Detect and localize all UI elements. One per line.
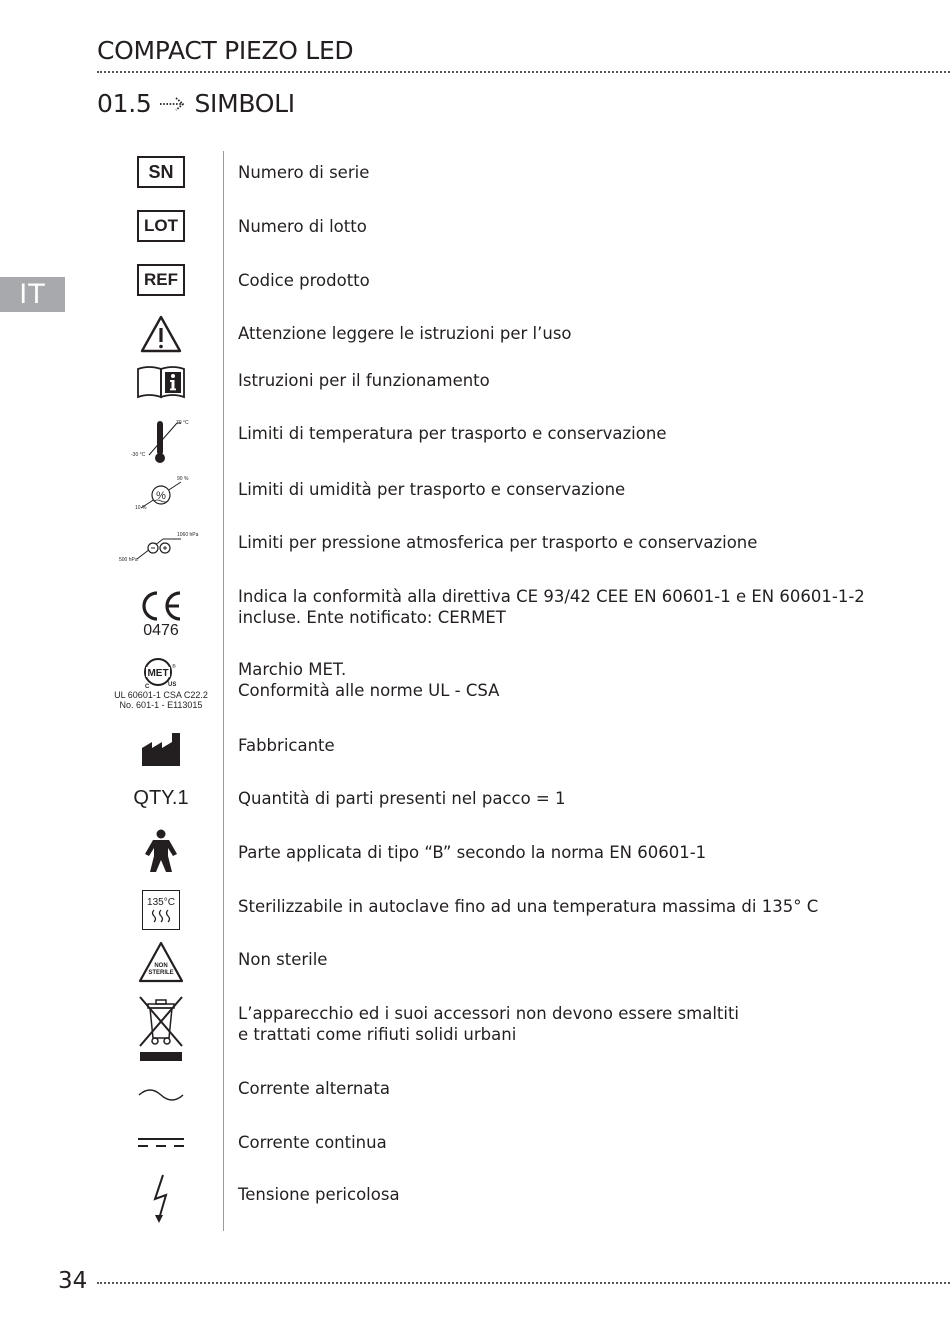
autoclave-temperature-label: 135°C (147, 896, 175, 908)
description-line: Corrente continua (238, 1133, 387, 1152)
description-line: Quantità di parti presenti nel pacco = 1 (238, 789, 566, 808)
description-line: incluse. Ente notificato: CERMET (238, 608, 506, 627)
manufacturer-icon (100, 728, 222, 770)
symbol-row (0, 206, 950, 246)
svg-text:MET: MET (147, 668, 169, 679)
svg-text:US: US (168, 682, 177, 688)
symbol-row (0, 260, 950, 300)
steam-waves-icon (149, 908, 173, 924)
reference-code-glyph: REF (137, 264, 185, 296)
symbol-description (238, 586, 865, 628)
symbol-description (238, 1132, 387, 1153)
notified-body-number: 0476 (143, 621, 179, 639)
humidity-limit-icon (100, 472, 222, 516)
symbol-row (0, 940, 950, 984)
description-line: Istruzioni per il funzionamento (238, 371, 490, 390)
quantity-glyph: QTY.1 (133, 786, 189, 809)
description-line: Non sterile (238, 950, 328, 969)
symbol-description (238, 370, 490, 391)
document-title: COMPACT PIEZO LED (97, 36, 354, 65)
symbol-row (0, 1080, 950, 1110)
symbol-description (238, 788, 566, 809)
pressure-low-label: 500 hPa (119, 557, 138, 563)
symbol-description (238, 1003, 739, 1045)
symbol-row (0, 472, 950, 516)
symbol-row (0, 527, 950, 571)
temperature-high-label: 70 °C (176, 420, 189, 426)
description-line: Numero di lotto (238, 217, 367, 236)
lot-number-glyph: LOT (137, 210, 185, 242)
footer-dotted-rule (97, 1282, 950, 1284)
non-sterile-label: STERILE (148, 970, 174, 976)
dangerous-voltage-icon (100, 1172, 222, 1226)
autoclave-icon (100, 888, 222, 932)
dotted-arrow-icon (159, 96, 187, 112)
description-line: Conformità alle norme UL - CSA (238, 681, 500, 700)
svg-text:C: C (145, 684, 150, 690)
description-line: Tensione pericolosa (238, 1185, 400, 1204)
symbol-row (0, 888, 950, 932)
section-title: SIMBOLI (194, 89, 295, 118)
temperature-limit-icon (100, 415, 222, 467)
symbol-description (238, 949, 327, 970)
section-heading (97, 89, 295, 118)
symbol-description (238, 216, 367, 237)
non-sterile-icon (100, 940, 222, 984)
symbol-description (238, 842, 706, 863)
symbol-description (238, 162, 369, 183)
description-line: e trattati come rifiuti solidi urbani (238, 1025, 517, 1044)
description-line: Codice prodotto (238, 271, 370, 290)
header-dotted-rule (97, 71, 950, 73)
description-line: Marchio MET. (238, 660, 347, 679)
met-mark-icon (100, 654, 222, 712)
symbol-description (238, 735, 335, 756)
serial-number-glyph: SN (137, 156, 185, 188)
warning-triangle-icon (100, 312, 222, 356)
svg-text:®: ® (172, 664, 176, 670)
symbol-description (238, 423, 666, 444)
symbol-row (0, 654, 950, 712)
symbol-description (238, 323, 572, 344)
description-line: L’apparecchio ed i suoi accessori non devono essere smaltiti (238, 1004, 740, 1023)
temperature-low-label: -30 °C (131, 452, 146, 458)
page-number: 34 (58, 1268, 88, 1294)
symbol-row (0, 586, 950, 642)
description-line: Corrente alternata (238, 1079, 390, 1098)
symbol-description (238, 896, 818, 917)
non-sterile-label: NON (154, 963, 168, 969)
description-line: Indica la conformità alla direttiva CE 93/42 CEE EN 60601-1 e EN 60601-1-2 (238, 587, 865, 606)
description-line: Attenzione leggere le istruzioni per l’uso (238, 324, 572, 343)
svg-text:%: % (156, 490, 166, 502)
symbol-row (0, 1130, 950, 1154)
symbol-row (0, 782, 950, 814)
symbol-row (0, 1172, 950, 1226)
symbol-description (238, 270, 370, 291)
section-number: 01.5 (97, 89, 152, 118)
met-standard-line: UL 60601-1 CSA C22.2 (114, 690, 208, 700)
weee-bin-icon (100, 993, 222, 1065)
alternating-current-icon (100, 1080, 222, 1110)
type-b-applied-part-icon (100, 828, 222, 874)
description-line: Sterilizzabile in autoclave fino ad una temperatura massima di 135° C (238, 897, 819, 916)
language-tab: IT (0, 277, 65, 312)
description-line: Numero di serie (238, 163, 370, 182)
met-standard-line: No. 601-1 - E113015 (119, 700, 203, 710)
reference-code-icon (100, 260, 222, 300)
symbol-description (238, 532, 757, 553)
humidity-low-label: 10 % (135, 505, 147, 511)
description-line: Limiti per pressione atmosferica per trasporto e conservazione (238, 533, 758, 552)
humidity-high-label: 90 % (177, 476, 189, 482)
serial-number-icon (100, 152, 222, 192)
symbol-row (0, 728, 950, 770)
description-line: Limiti di temperatura per trasporto e conservazione (238, 424, 667, 443)
symbol-row (0, 152, 950, 192)
instructions-book-icon (100, 362, 222, 402)
symbol-row (0, 362, 950, 402)
symbol-row (0, 828, 950, 874)
symbol-row (0, 312, 950, 356)
pressure-high-label: 1060 hPa (177, 532, 199, 538)
met-standard-label (114, 690, 208, 710)
symbol-description (238, 479, 625, 500)
description-line: Fabbricante (238, 736, 335, 755)
symbol-description (238, 659, 499, 701)
pressure-limit-icon (100, 527, 222, 571)
description-line: Limiti di umidità per trasporto e conservazione (238, 480, 626, 499)
symbol-description (238, 1078, 390, 1099)
quantity-icon (100, 782, 222, 814)
symbol-description (238, 1184, 400, 1205)
symbol-row (0, 415, 950, 467)
description-line: Parte applicata di tipo “B” secondo la norma EN 60601-1 (238, 843, 707, 862)
lot-number-icon (100, 206, 222, 246)
direct-current-icon (100, 1130, 222, 1154)
symbol-row (0, 993, 950, 1065)
ce-mark-icon (100, 586, 222, 642)
